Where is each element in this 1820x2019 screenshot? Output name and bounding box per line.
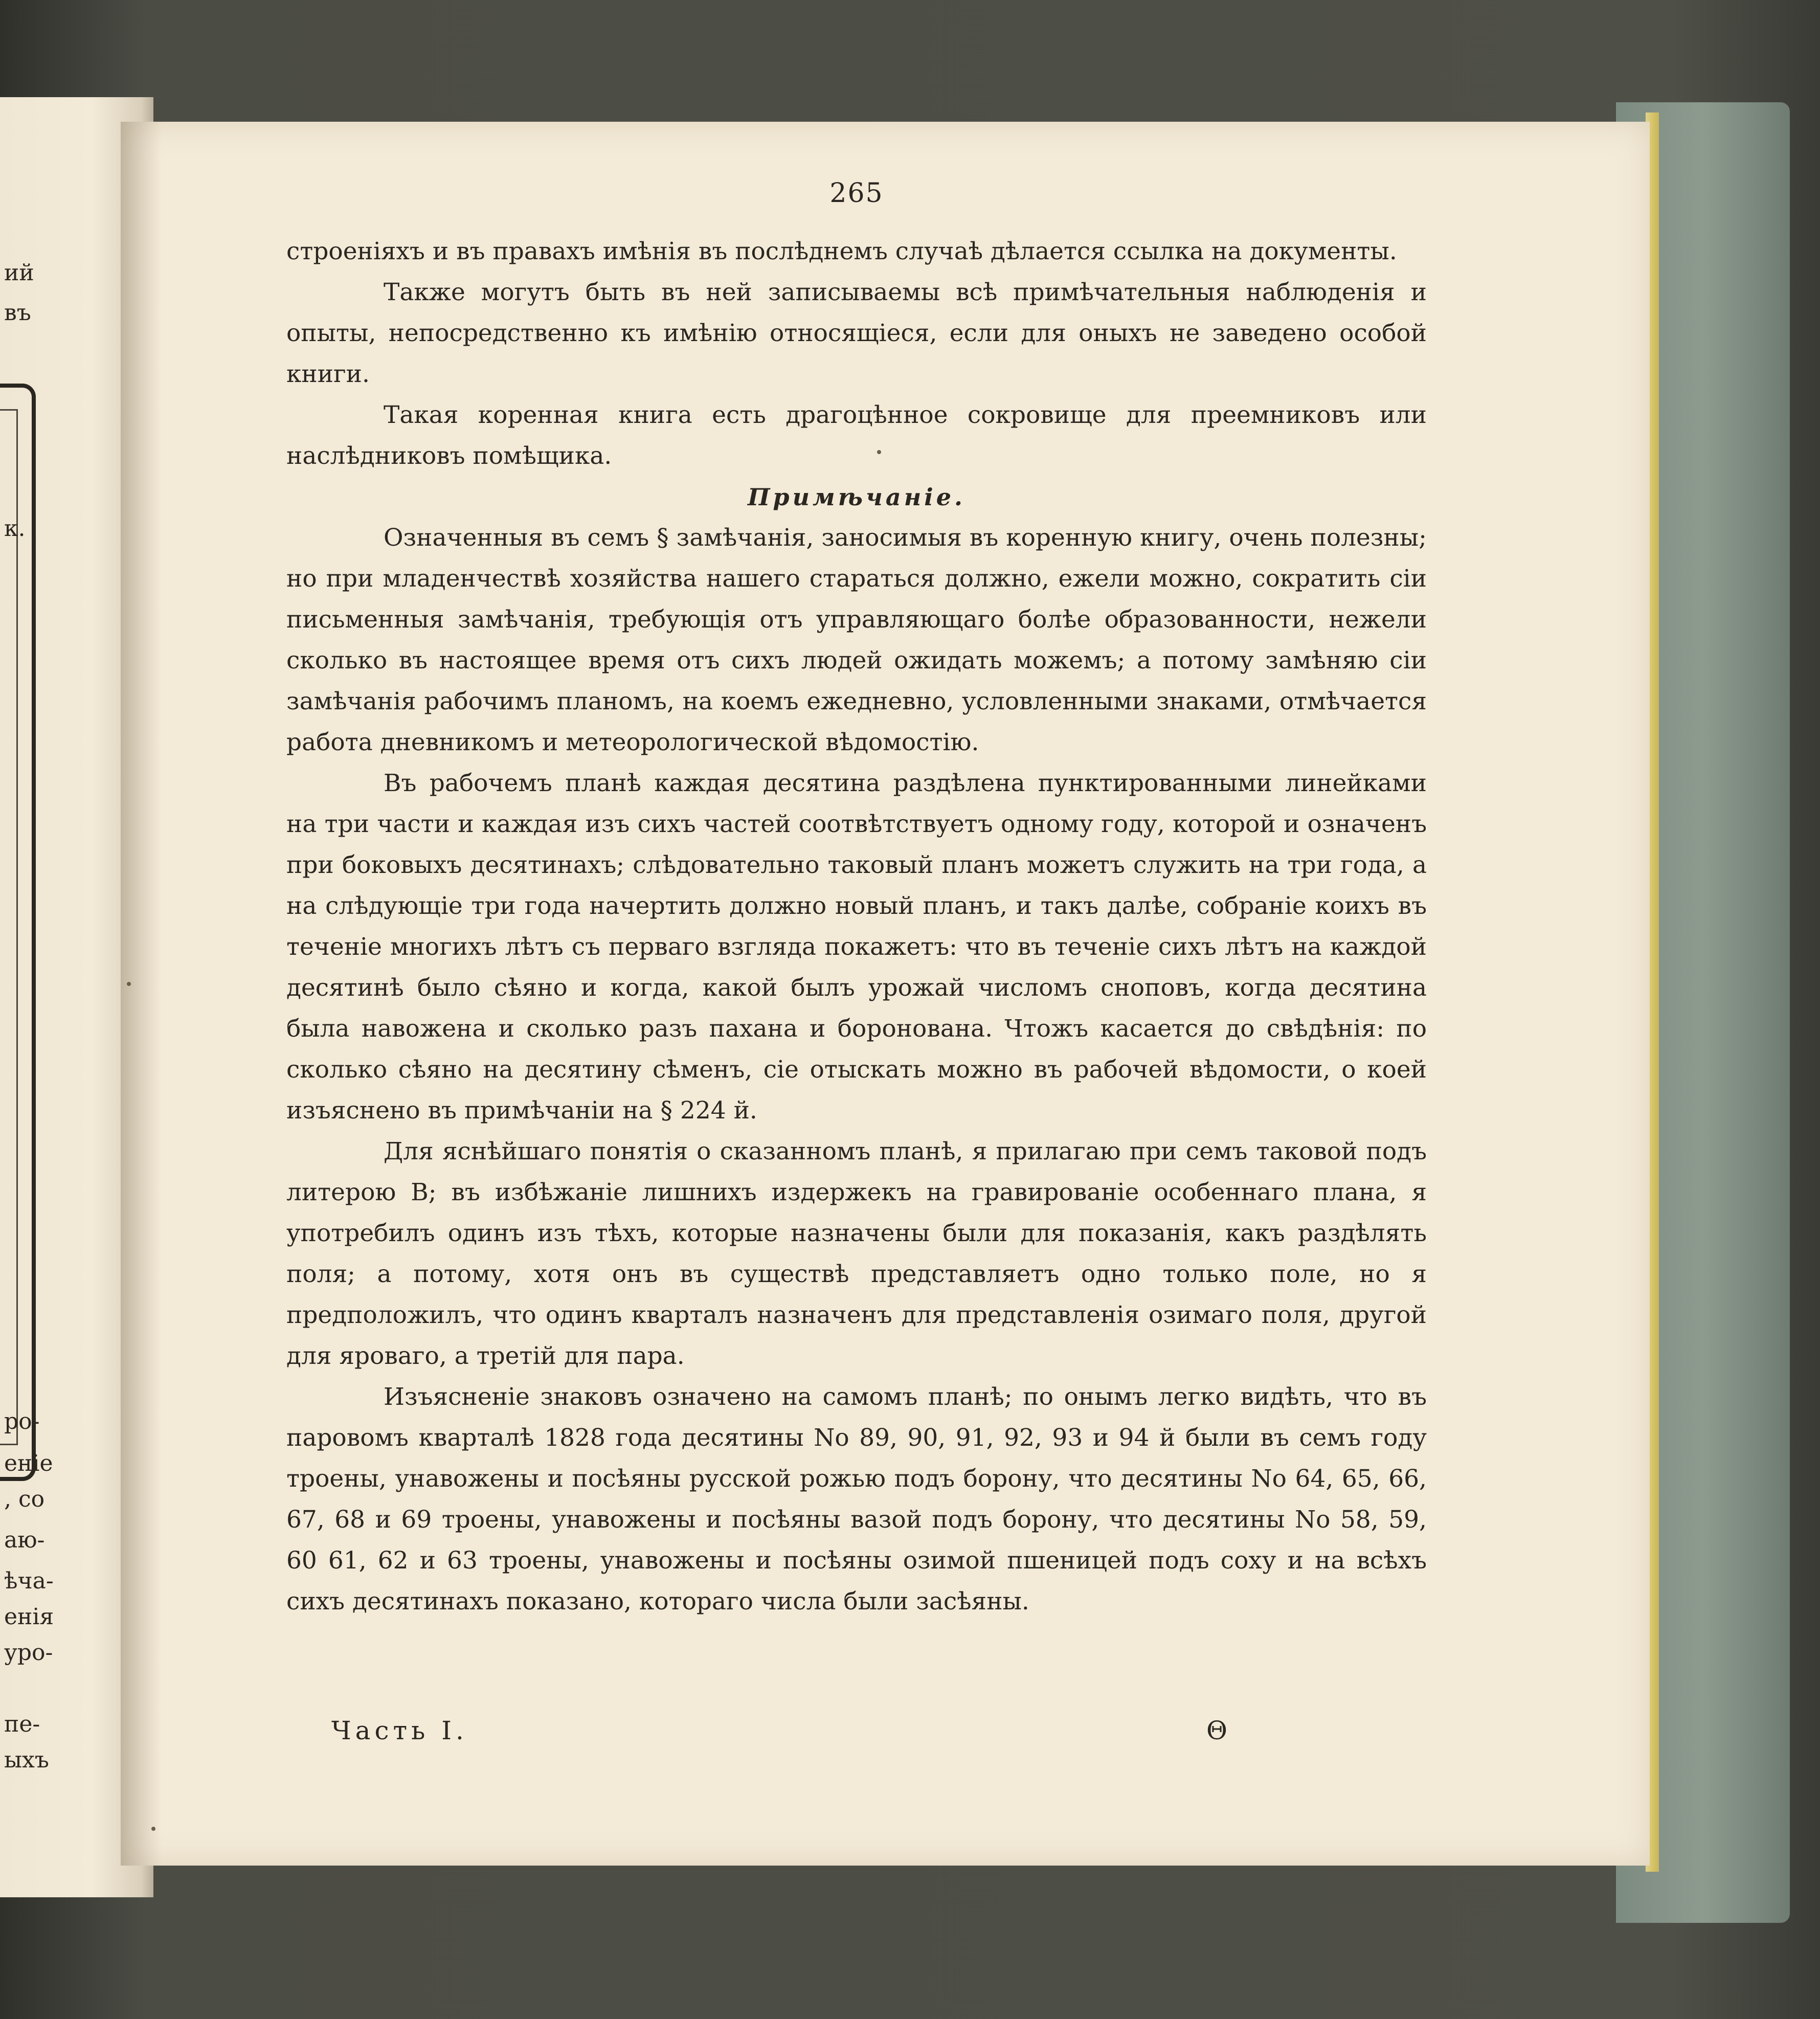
paragraph: Означенныя въ семъ § замѣчанія, заносимыя въ коренную книгу, очень полезны; но при младенчествѣ хозяйства нашего стараться должно, ежели можно, сократить сіи письменныя замѣчанія, требующія отъ управляющаго болѣе образованности, нежели сколько въ настоящее время отъ сихъ людей ожидать можемъ; а потому замѣняю сіи замѣчанія рабочимъ планомъ, на коемъ ежедневно, условленными знаками, отмѣчается работа дневникомъ и метеорологической вѣдомостію. <box>286 524 1427 756</box>
signature-mark-part: Часть I. <box>331 1716 468 1745</box>
left-edge-word: аю- <box>4 1527 45 1553</box>
left-edge-word: , со <box>4 1486 45 1512</box>
left-edge-word: еніе <box>4 1450 53 1476</box>
paragraph: Въ рабочемъ планѣ каждая десятина раздѣлена пунктированными линейками на три части и каждая изъ сихъ частей соотвѣтствуетъ одному году, которой и означенъ при боковыхъ десятинахъ; слѣдовательно таковый планъ можетъ служить на три года, а на слѣдующіе три года начертить должно новый планъ, и такъ далѣе, собраніе коихъ въ теченіе многихъ лѣтъ съ перваго взгляда покажетъ: что въ теченіе сихъ лѣтъ на каждой десятинѣ было сѣяно и когда, какой былъ урожай числомъ сноповъ, когда десятина была навожена и сколько разъ пахана и боронована. Чтожъ касается до свѣдѣнія: по сколько сѣяно на десятину сѣменъ, сіе отыскать можно въ рабочей вѣдомости, о коей изъяснено въ примѣчаніи на § 224 й. <box>286 769 1427 1125</box>
left-edge-word: въ <box>4 300 31 326</box>
paragraph: Также могутъ быть въ ней записываемы всѣ примѣчательныя наблюденія и опыты, непосредственно къ имѣнію относящіеся, если для оныхъ не заведено особой книги. <box>286 278 1427 388</box>
left-edge-word: ѣча- <box>4 1568 54 1594</box>
left-edge-word: ий <box>4 260 34 286</box>
page-footer <box>331 1716 1231 1745</box>
paragraph: Для яснѣйшаго понятія о сказанномъ планѣ, я прилагаю при семъ таковой подъ литерою В; въ избѣжаніе лишнихъ издержекъ на гравированіе особеннаго плана, я употребилъ одинъ изъ тѣхъ, которые назначены были для показанія, какъ раздѣлять поля; а потому, хотя онъ въ существѣ представляетъ одно только поле, но я предположилъ, что одинъ кварталъ назначенъ для представленія озимаго поля, другой для яроваго, а третій для пара. <box>286 1137 1427 1370</box>
paragraph: строеніяхъ и въ правахъ имѣнія въ послѣднемъ случаѣ дѣлается ссылка на документы. <box>286 237 1397 265</box>
paper-speck <box>127 982 131 986</box>
left-edge-word: енія <box>4 1604 54 1630</box>
left-edge-word: ыхъ <box>4 1747 49 1773</box>
left-edge-word: уро- <box>4 1640 53 1666</box>
left-edge-word: к. <box>4 515 26 542</box>
page-number: 265 <box>829 178 884 209</box>
paper-speck <box>151 1827 155 1831</box>
left-edge-word: ро- <box>4 1408 40 1434</box>
signature-mark-letter: Θ <box>1206 1716 1231 1745</box>
page-text-block <box>286 178 1427 1622</box>
paragraph: Изъясненіе знаковъ означено на самомъ планѣ; по онымъ легко видѣть, что въ паровомъ кварталѣ 1828 года десятины No 89, 90, 91, 92, 93 и 94 й были въ семъ году троены, унавожены и посѣяны русской рожью подъ борону, что десятины No 64, 65, 66, 67, 68 и 69 троены, унавожены и посѣяны вазой подъ борону, что десятины No 58, 59, 60 61, 62 и 63 троены, унавожены и посѣяны озимой пшеницей подъ соху и на всѣхъ сихъ десятинахъ показано, котораго числа были засѣяны. <box>286 1383 1427 1616</box>
section-heading: Примѣчаніе. <box>747 483 966 511</box>
ornamental-frame-inner <box>0 409 18 1445</box>
paragraph: Такая коренная книга есть драгоцѣнное сокровище для преемниковъ или наслѣдниковъ помѣщика. <box>286 401 1427 470</box>
left-edge-word: пе- <box>4 1711 40 1737</box>
gutter-shadow <box>121 122 162 1866</box>
